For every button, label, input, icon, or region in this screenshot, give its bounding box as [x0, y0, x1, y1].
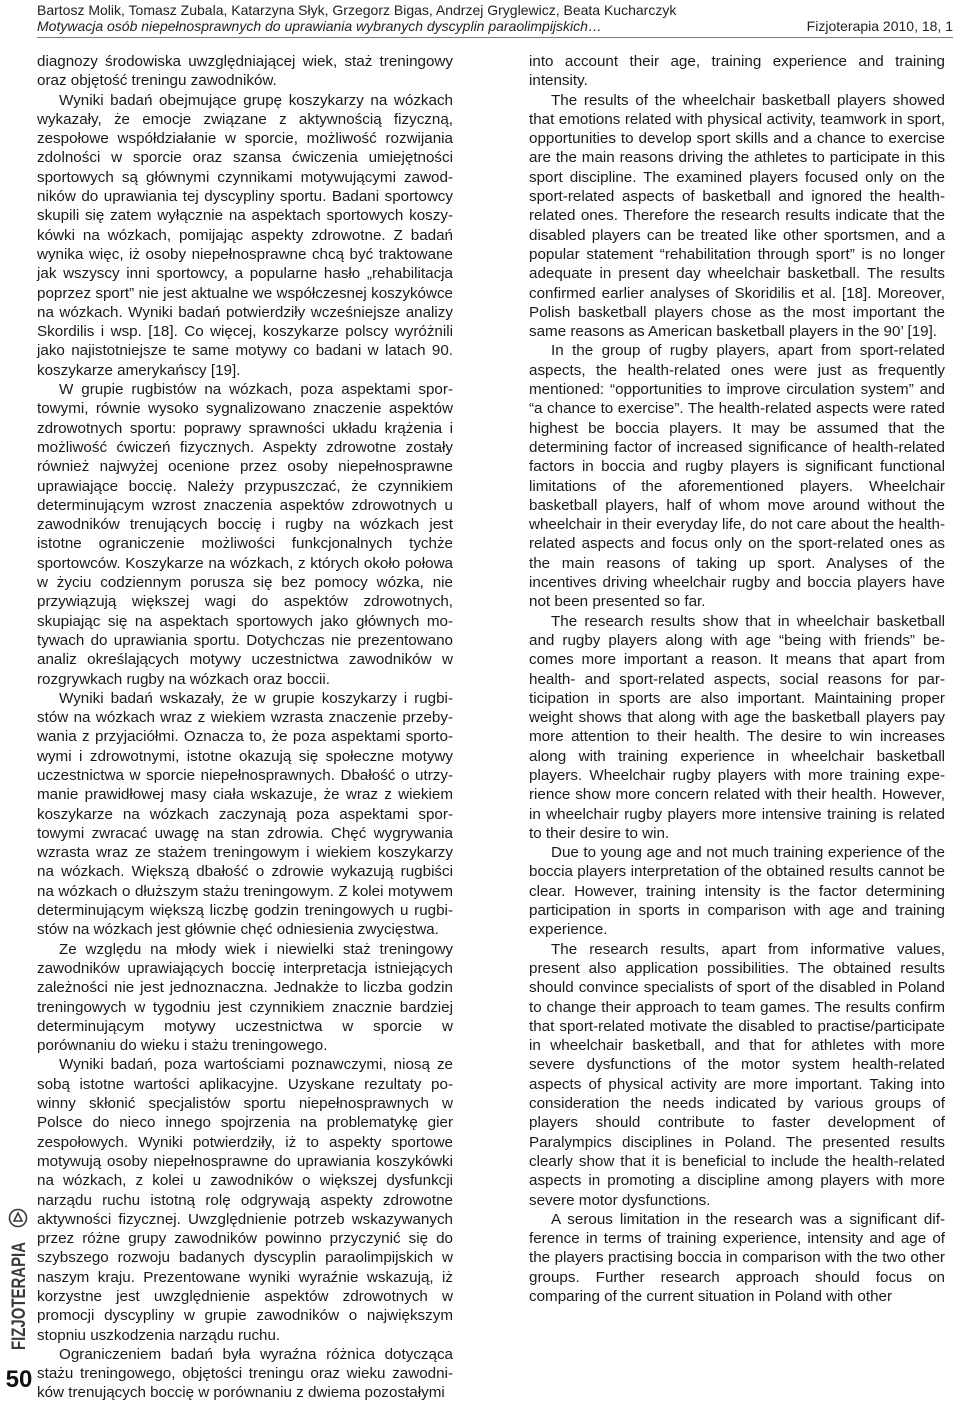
- header-divider: [37, 37, 953, 38]
- left-paragraph-7: Ograniczeniem badań była wyraźna różnica dotycząca stażu treningowego, objętości treningu oraz wieku zawodników trenujących boccię w porównaniu z dwiema pozostałymi: [37, 1345, 453, 1402]
- right-paragraph-5: Due to young age and not much training experience of the boccia players interpretation of the obtained results cannot be clear. However, training intensity is the factor determining participation in sports in comparison with age and training experience.: [529, 844, 945, 939]
- page-header: [37, 2, 953, 36]
- left-paragraph-6: Wyniki badań, poza wartościami poznawczymi, niosą ze sobą istotne wartości aplikacyjne. Uzyskane rezultaty powinny skłonić specjalistów sportu niepełnosprawnych w Polsce do nieco innego spojrzenia na problematykę gier zespołowych. Wyniki potwierdziły, iż to aspekty sportowe motywują osoby niepełnosprawne do uprawiania koszykówki na wózkach, z kolei u zawodników o większej dysfunkcji narządu ruchu istotną rolę odgrywają aspekty zdrowotne aktywności fizycznej. Uwzględnienie potrzeb wskazywanych przez różne grupy zawodników powinno przyczynić się do szybszego rozwoju badanych dyscyplin paraolimpijskich w naszym kraju. Prezentowane wyniki wyraźnie wskazują, iż korzystne jest uwzględnienie aspektów zdrowotnych w promocji dyscypliny w grupie zawodników o największym stopniu uszkodzenia narządu ruchu.: [37, 1056, 453, 1344]
- journal-emblem-icon: [8, 1208, 28, 1228]
- right-paragraph-6: The research results, apart from informative values, present also application possibilities. The obtained results should convince specialists of sport of the disabled in Poland to change their approach to team games. The results confirm that sport-related motivate the disabled to practise/participate in wheelchair basketball, and that for athletes with more severe dysfunctions of the motor system health-related aspects of physical activity are more important. Taking into consideration the needs indicated by various groups of players should contribute to faster development of Paralympics disciplines in Poland. The presented results clearly show that it is beneficial to include the health-related aspects in promoting a discipline among players with more severe motor dysfunctions.: [529, 940, 945, 1209]
- left-column: [37, 52, 453, 1402]
- right-paragraph-4: The research results show that in wheelchair basketball and rugby players along with age “being with friends” becomes more important a reason. It means that apart from health- and sport-related aspects, social reasons for participation in sports are also important. Maintaining proper weight shows that along with age the basketball players pay more attention to their health. The desire to win increases along with training experience in wheelchair basketball players. Wheelchair rugby players with more training experience show more concern related with their health. However, in wheelchair rugby players more intensive training is related to their desire to win.: [529, 612, 945, 842]
- left-paragraph-3: W grupie rugbistów na wózkach, poza aspektami sportowymi, równie wysoko sygnalizowano znaczenie aspektów zdrowotnych sportu: poprawy sprawności układu krążenia i możliwość ćwiczeń fizycznych. Aspekty zdrowotne zostały również najwyżej ocenione przez osoby niepełnosprawne uprawiające boccię. Należy przypuszczać, że czynnikiem determinującym wzrost znaczenia aspektów zdrowotnych u zawodników trenujących boccię i rugby na wózkach jest istotne ograniczenie możliwości funkcjonalnych tychże sportowców. Koszykarze na wózkach, z których około połowa w życiu codziennym porusza się bez pomocy wózka, nie przywiązują większej wagi do aspektów zdrowotnych, skupiając się na aspektach sportowych jako głównych motywach do uprawiania sportu. Dotychczas nie prezentowano analiz określających motywy uczestnictwa zawodników w rozgrywkach rugby na wózkach oraz boccii.: [37, 381, 453, 688]
- right-paragraph-7: A serous limitation in the research was a significant difference in terms of training experience, intensity and age of the players practising boccia in comparison with the two other groups. Further research approach should focus on comparing of the current situation in Poland with other: [529, 1210, 945, 1305]
- right-column: [529, 52, 945, 1390]
- left-paragraph-4: Wyniki badań wskazały, że w grupie koszykarzy i rugbistów na wózkach wraz z wiekiem wzrasta znaczenie przebywania z przyjaciółmi. Oznacza to, że poza aspektami sportowymi i zdrowotnymi, istotne okazują się społeczne motywy uczestnictwa w sporcie niepełnosprawnych. Dbałość o utrzymanie prawidłowej masy ciała wskazuje, że wraz z wiekiem koszykarze na wózkach zaczynają poza aspektami sportowymi zwracać uwagę na stan zdrowia. Chęć wygrywania wzrasta wraz ze stażem treningowym i wiekiem koszykarzy na wózkach. Większą dbałość o zdrowie wykazują rugbiści na wózkach o dłuższym stażu treningowym. Z kolei motywem determinującym większą liczbę godzin treningowych u rugbistów na wózkach jest głównie chęć odniesienia zwycięstwa.: [37, 689, 453, 939]
- left-paragraph-5: Ze względu na młody wiek i niewielki staż treningowy zawodników uprawiających boccię interpretacja istniejących zależności nie jest jednoznaczna. Jednakże to liczba godzin treningowych w tygodniu jest czynnikiem znacznie bardziej determinującym motywy uczestnictwa w sporcie w porównaniu do wieku i stażu treningowego.: [37, 940, 453, 1055]
- right-paragraph-3: In the group of rugby players, apart from sport-related aspects, the health-related ones were just as frequently mentioned: “opportunities to improve circulation system” and “a chance to exercise”. The health-related aspects were rated highest be boccia players. It may be assumed that the determining factor of increased significance of health-related factors in boccia and rugby players is significant functional limitations of the aforementioned players. Wheelchair basketball players, half of whom move around without the wheelchair in their everyday life, do not care about the health-related aspects and focus only on the sport-related ones as the main reasons of taking up sport. Analyses of the incentives driving wheelchair rugby and boccia players have not been presented so far.: [529, 342, 945, 611]
- left-paragraph-1: diagnozy środowiska uwzględniającej wiek, staż treningowy oraz objętość treningu zawodników.: [37, 53, 453, 90]
- header-authors: Bartosz Molik, Tomasz Zubala, Katarzyna Słyk, Grzegorz Bigas, Andrzej Gryglewicz, Beata Kucharczyk: [37, 2, 677, 18]
- header-journal-ref: Fizjoterapia 2010, 18, 1: [806, 18, 953, 34]
- right-paragraph-1: into account their age, training experience and training intensity.: [529, 53, 945, 90]
- left-paragraph-2: Wyniki badań obejmujące grupę koszykarzy na wózkach wykazały, że emocje związane z aktywnością fizyczną, zespołowe współdziałanie w sporcie, możliwość rozwijania zdolności w sporcie oraz szansa ćwiczenia umiejętności sportowych są głównymi czynnikami motywującymi zawodników do uprawiania tej dyscypliny sportu. Badani sportowcy skupili się zatem wyłącznie na aspektach sportowych koszykówki na wózkach, pomijając aspekty zdrowotne. Z badań wynika więc, iż osoby niepełnosprawne chcą być traktowane jak wszyscy inni sportowcy, a popularne hasło „rehabilitacja poprzez sport” nie jest aktualne we współczesnej koszykówce na wózkach. Wyniki badań potwierdziły wcześniejsze analizy Skordilis i wsp. [18]. Co więcej, koszykarze polscy wyróżnili jako najistotniejsze te same motywy co badani w latach 90. koszykarze amerykańscy [19].: [37, 91, 453, 379]
- journal-logo-text: FIZJOTERAPIA: [9, 1212, 30, 1350]
- journal-logo: [5, 1212, 31, 1352]
- header-article-title: Motywacja osób niepełnosprawnych do uprawiania wybranych dyscyplin paraolimpijskich…: [37, 18, 602, 34]
- right-paragraph-2: The results of the wheelchair basketball players showed that emotions related with physical activity, teamwork in sport, opportunities to develop sport skills and a chance to exercise are the main reasons driving the athletes to participate in this sport discipline. The examined players focused only on the sport-related aspects of basketball and ignored the health-related ones. Therefore the research results indicate that the disabled players can be treated like other sportsmen, and a popular statement “rehabilitation through sport” is no longer adequate in present day wheelchair basketball. The results confirmed earlier analyses of Skoridilis et al. [18]. Moreover, Polish basketball players chose as the most important the same reasons as American basketball players in the 90’ [19].: [529, 91, 945, 341]
- page-number: 50: [5, 1366, 33, 1393]
- header-line-2: [37, 18, 953, 34]
